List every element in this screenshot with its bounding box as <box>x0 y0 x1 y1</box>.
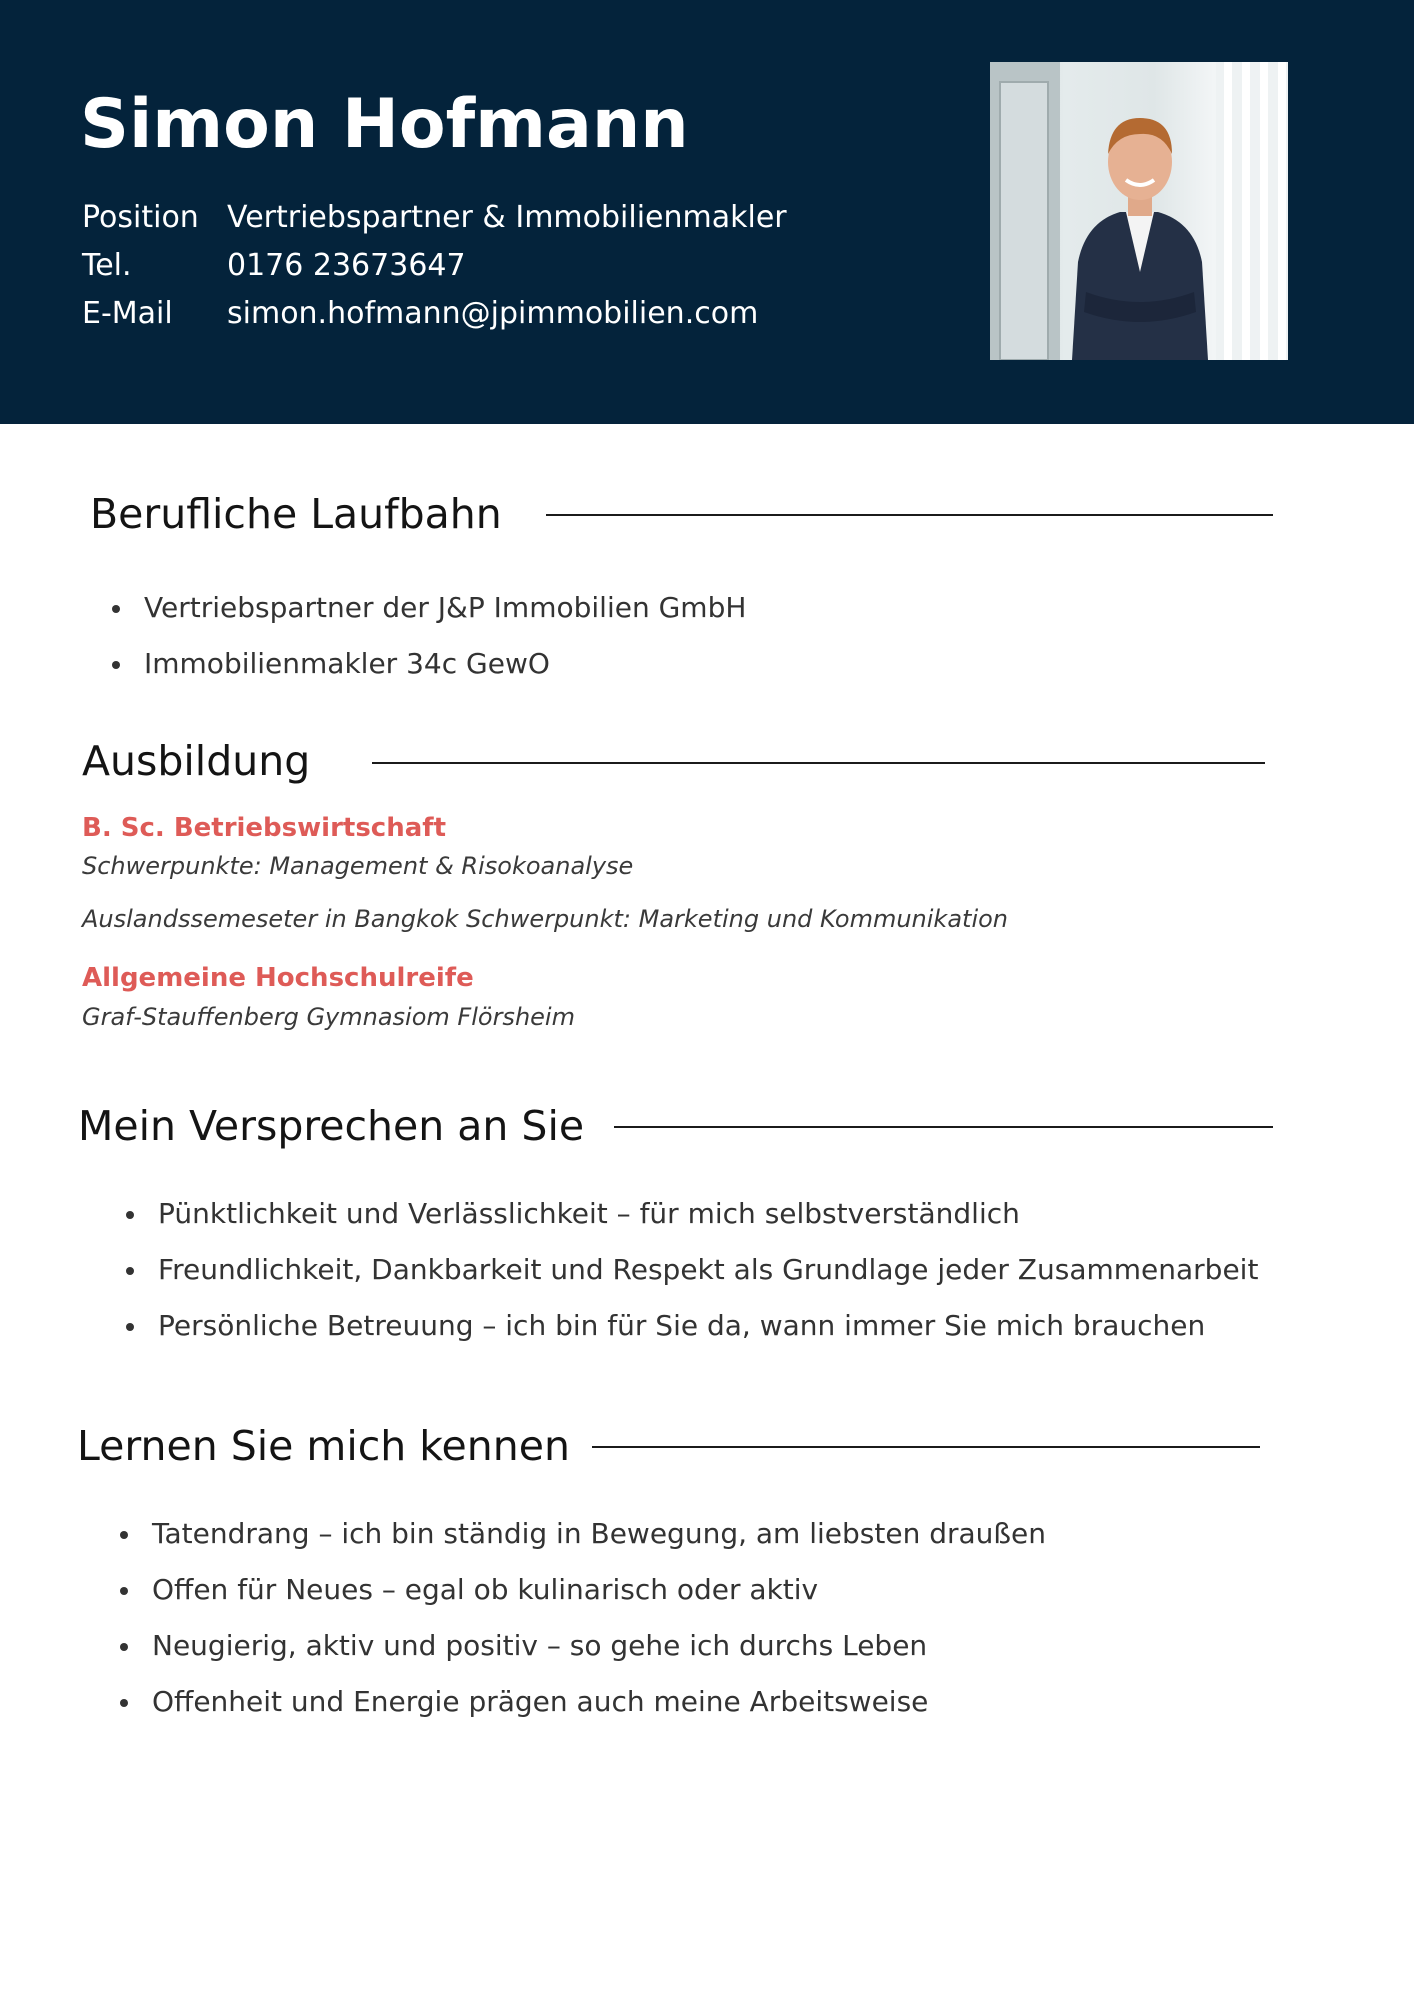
contact-label: E-Mail <box>82 296 173 331</box>
email-value[interactable]: simon.hofmann@jpimmobilien.com <box>227 296 759 331</box>
list-item: Offenheit und Energie prägen auch meine Arbeitsweise <box>118 1674 1046 1730</box>
contact-info <box>82 194 787 338</box>
contact-label: Tel. <box>82 248 132 283</box>
section-divider <box>592 1446 1260 1448</box>
section-title-education: Ausbildung <box>82 737 311 785</box>
career-list <box>110 580 746 692</box>
section-divider <box>614 1126 1273 1128</box>
profile-photo <box>990 62 1288 360</box>
list-item: Persönliche Betreuung – ich bin für Sie da, wann immer Sie mich brauchen <box>124 1298 1258 1354</box>
person-name: Simon Hofmann <box>80 85 689 164</box>
education-detail: Schwerpunkte: Management & Risokoanalyse <box>82 852 634 880</box>
header-banner <box>0 0 1414 424</box>
education-degree: B. Sc. Betriebswirtschaft <box>82 813 447 843</box>
education-degree: Allgemeine Hochschulreife <box>82 963 474 993</box>
portrait-illustration <box>990 62 1288 360</box>
education-detail: Graf-Stauffenberg Gymnasiom Flörsheim <box>82 1003 575 1031</box>
phone-value[interactable]: 0176 23673647 <box>227 248 466 283</box>
section-title-about: Lernen Sie mich kennen <box>77 1422 570 1470</box>
contact-row-position <box>82 194 787 242</box>
list-item: Tatendrang – ich bin ständig in Bewegung, am liebsten draußen <box>118 1506 1046 1562</box>
contact-label: Position <box>82 200 199 235</box>
about-list <box>118 1506 1046 1730</box>
list-item: Offen für Neues – egal ob kulinarisch oder aktiv <box>118 1562 1046 1618</box>
list-item: Vertriebspartner der J&P Immobilien GmbH <box>110 580 746 636</box>
list-item: Freundlichkeit, Dankbarkeit und Respekt als Grundlage jeder Zusammenarbeit <box>124 1242 1258 1298</box>
section-title-promise: Mein Versprechen an Sie <box>78 1102 585 1150</box>
position-value: Vertriebspartner & Immobilienmakler <box>227 200 787 235</box>
contact-row-email <box>82 290 787 338</box>
contact-row-phone <box>82 242 787 290</box>
section-title-career: Berufliche Laufbahn <box>90 490 502 538</box>
promise-list <box>124 1186 1258 1354</box>
list-item: Neugierig, aktiv und positiv – so gehe ich durchs Leben <box>118 1618 1046 1674</box>
list-item: Immobilienmakler 34c GewO <box>110 636 746 692</box>
section-divider <box>546 514 1273 516</box>
list-item: Pünktlichkeit und Verlässlichkeit – für mich selbstverständlich <box>124 1186 1258 1242</box>
section-divider <box>372 762 1265 764</box>
education-detail: Auslandssemeseter in Bangkok Schwerpunkt: Marketing und Kommunikation <box>82 905 1009 933</box>
